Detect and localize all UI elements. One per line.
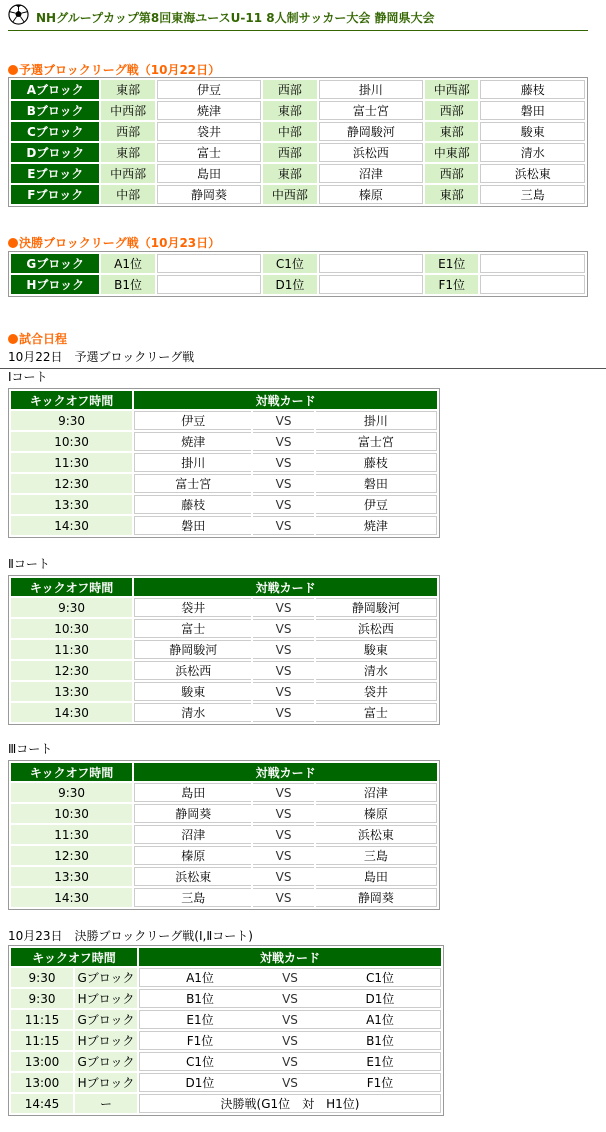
vs-label: VS [282,1055,298,1069]
kickoff-time: 12:30 [11,474,132,493]
kickoff-time: 10:30 [11,619,132,638]
block-region: F1位 [425,275,478,294]
home-team: E1位 [186,1013,214,1027]
block-region: C1位 [263,254,316,273]
match-row [11,474,437,493]
header-row [11,948,441,966]
block-region: E1位 [425,254,478,273]
vs-label: VS [253,804,314,823]
matchup-cell [139,968,441,987]
final-schedule-table [8,945,444,1116]
matchup-cell [139,1052,441,1071]
block-team [319,275,424,294]
away-team: 清水 [316,661,437,680]
court-schedule-table [8,575,440,725]
block-region: B1位 [101,275,154,294]
matchup-header: 対戦カード [134,391,437,409]
vs-label: VS [282,1076,298,1090]
block-region: 西部 [425,101,478,120]
home-team: 清水 [134,703,251,722]
kickoff-time: 9:30 [11,783,132,802]
block-name: Cブロック [11,122,99,141]
prelim-block-table [8,77,588,207]
block-name: Gブロック [75,968,137,987]
block-region: 中部 [263,122,316,141]
match-row [11,1052,441,1071]
block-team [480,254,585,273]
court-label: Ⅲコート [8,742,53,756]
block-name: Eブロック [11,164,99,183]
block-region: 中西部 [263,185,316,204]
match-row [11,846,437,865]
vs-label: VS [282,971,298,985]
block-name: Dブロック [11,143,99,162]
home-team: 袋井 [134,598,251,617]
kickoff-header: キックオフ時間 [11,763,132,781]
block-region: 東部 [101,143,154,162]
away-team: F1位 [366,1076,394,1090]
kickoff-time: 11:30 [11,825,132,844]
bullet-icon [8,65,18,75]
home-team: 榛原 [134,846,251,865]
block-team: 榛原 [319,185,424,204]
home-team: 三島 [134,888,251,907]
away-team: 静岡駿河 [316,598,437,617]
match-row [11,989,441,1008]
block-name: ー [75,1094,137,1113]
kickoff-time: 10:30 [11,804,132,823]
title-underline [8,30,588,31]
match-row [11,968,441,987]
kickoff-time: 14:45 [11,1094,73,1113]
kickoff-time: 11:30 [11,453,132,472]
block-name: Fブロック [11,185,99,204]
vs-label: VS [253,888,314,907]
home-team: 静岡駿河 [134,640,251,659]
day2-label: 10月23日 決勝ブロックリーグ戦(Ⅰ,Ⅱコート) [8,929,253,943]
block-team: 富士 [157,143,262,162]
kickoff-time: 13:30 [11,682,132,701]
away-team: 富士宮 [316,432,437,451]
match-row [11,411,437,430]
away-team: A1位 [366,1013,394,1027]
home-team: C1位 [185,1055,214,1069]
block-region: 西部 [425,164,478,183]
match-row [11,453,437,472]
match-row [11,1073,441,1092]
match-row [11,432,437,451]
kickoff-header: キックオフ時間 [11,578,132,596]
match-row [11,783,437,802]
block-name: Hブロック [75,989,137,1008]
block-team: 伊豆 [157,80,262,99]
match-row [11,661,437,680]
home-team: F1位 [186,1034,214,1048]
court-label: Ⅰコート [8,370,48,384]
kickoff-time: 12:30 [11,846,132,865]
block-name: Gブロック [11,254,99,273]
block-team: 三島 [480,185,585,204]
away-team: 静岡葵 [316,888,437,907]
block-team: 駿東 [480,122,585,141]
vs-label: VS [253,432,314,451]
home-team: 藤枝 [134,495,251,514]
home-team: 静岡葵 [134,804,251,823]
away-team: 榛原 [316,804,437,823]
block-region: 東部 [425,122,478,141]
block-row [11,101,585,120]
match-row [11,682,437,701]
away-team: B1位 [366,1034,394,1048]
block-row [11,275,585,294]
block-name: Aブロック [11,80,99,99]
away-team: 浜松西 [316,619,437,638]
vs-label: VS [253,495,314,514]
match-row [11,1010,441,1029]
block-region: 中西部 [425,80,478,99]
kickoff-time: 14:30 [11,516,132,535]
away-team: 伊豆 [316,495,437,514]
vs-label: VS [253,640,314,659]
vs-label: VS [253,411,314,430]
block-region: 東部 [263,101,316,120]
matchup-header: 対戦カード [134,763,437,781]
block-team: 浜松西 [319,143,424,162]
kickoff-time: 13:00 [11,1052,73,1071]
vs-label: VS [253,867,314,886]
block-region: 東部 [425,185,478,204]
block-row [11,185,585,204]
block-team: 島田 [157,164,262,183]
away-team: 藤枝 [316,453,437,472]
vs-label: VS [282,992,298,1006]
match-row [11,1031,441,1050]
block-row [11,164,585,183]
vs-label: VS [253,619,314,638]
match-row [11,495,437,514]
block-region: A1位 [101,254,154,273]
soccer-ball-icon [8,4,29,25]
block-team: 袋井 [157,122,262,141]
block-region: 中部 [101,185,154,204]
block-team: 静岡葵 [157,185,262,204]
home-team: A1位 [186,971,214,985]
kickoff-time: 10:30 [11,432,132,451]
section-heading-prelim: 予選ブロックリーグ戦（10月22日） [8,63,220,77]
kickoff-time: 13:00 [11,1073,73,1092]
matchup-header: 対戦カード [139,948,441,966]
header-row [11,763,437,781]
block-team: 焼津 [157,101,262,120]
match-row [11,804,437,823]
block-row [11,254,585,273]
block-team: 静岡駿河 [319,122,424,141]
away-team: 掛川 [316,411,437,430]
home-team: 焼津 [134,432,251,451]
home-team: 島田 [134,783,251,802]
vs-label: VS [253,474,314,493]
block-team [157,254,262,273]
vs-label: VS [253,661,314,680]
court-schedule-table [8,388,440,538]
kickoff-time: 9:30 [11,598,132,617]
block-team: 沼津 [319,164,424,183]
kickoff-time: 9:30 [11,411,132,430]
block-team: 藤枝 [480,80,585,99]
home-team: 掛川 [134,453,251,472]
home-team: 磐田 [134,516,251,535]
kickoff-time: 11:15 [11,1031,73,1050]
away-team: 焼津 [316,516,437,535]
block-region: 西部 [101,122,154,141]
kickoff-time: 11:30 [11,640,132,659]
block-region: 西部 [263,143,316,162]
block-name: Gブロック [75,1052,137,1071]
away-team: 島田 [316,867,437,886]
block-team: 富士宮 [319,101,424,120]
bullet-icon [8,334,18,344]
kickoff-time: 11:15 [11,1010,73,1029]
vs-label: VS [253,825,314,844]
match-row [11,867,437,886]
block-region: 東部 [263,164,316,183]
match-row [11,640,437,659]
kickoff-time: 14:30 [11,703,132,722]
page-title: NHグループカップ第8回東海ユースU-11 8人制サッカー大会 静岡県大会 [36,11,435,25]
block-row [11,122,585,141]
block-region: 中東部 [425,143,478,162]
block-name: Bブロック [11,101,99,120]
kickoff-time: 9:30 [11,968,73,987]
home-team: 富士 [134,619,251,638]
match-row [11,619,437,638]
block-team [480,275,585,294]
block-team [157,275,262,294]
block-team: 浜松東 [480,164,585,183]
kickoff-time: 13:30 [11,495,132,514]
home-team: 駿東 [134,682,251,701]
away-team: 富士 [316,703,437,722]
home-team: 伊豆 [134,411,251,430]
kickoff-time: 12:30 [11,661,132,680]
page-header [0,0,606,33]
vs-label: VS [253,703,314,722]
away-team: 磐田 [316,474,437,493]
final-match-text: 決勝戦(G1位 対 H1位) [139,1094,441,1113]
block-name: Hブロック [75,1073,137,1092]
away-team: 駿東 [316,640,437,659]
away-team: D1位 [365,992,395,1006]
block-row [11,143,585,162]
court-label: Ⅱコート [8,557,50,571]
header-row [11,578,437,596]
matchup-header: 対戦カード [134,578,437,596]
kickoff-time: 14:30 [11,888,132,907]
home-team: B1位 [186,992,214,1006]
block-team: 清水 [480,143,585,162]
home-team: 富士宮 [134,474,251,493]
block-region: 中西部 [101,101,154,120]
block-team [319,254,424,273]
vs-label: VS [253,682,314,701]
match-row [11,516,437,535]
away-team: C1位 [365,971,394,985]
kickoff-header: キックオフ時間 [11,948,137,966]
away-team: 浜松東 [316,825,437,844]
final-block-table [8,251,588,297]
block-team: 磐田 [480,101,585,120]
block-region: 東部 [101,80,154,99]
match-row [11,703,437,722]
kickoff-time: 9:30 [11,989,73,1008]
block-name: Hブロック [11,275,99,294]
block-region: 中西部 [101,164,154,183]
away-team: 沼津 [316,783,437,802]
block-name: Gブロック [75,1010,137,1029]
vs-label: VS [253,516,314,535]
vs-label: VS [282,1034,298,1048]
away-team: 三島 [316,846,437,865]
block-region: D1位 [263,275,316,294]
matchup-cell [139,1031,441,1050]
vs-label: VS [253,598,314,617]
home-team: 浜松西 [134,661,251,680]
matchup-cell [139,1073,441,1092]
final-match-row [11,1094,441,1113]
header-row [11,391,437,409]
section-heading-final: 決勝ブロックリーグ戦（10月23日） [8,236,220,250]
block-team: 掛川 [319,80,424,99]
kickoff-header: キックオフ時間 [11,391,132,409]
match-row [11,825,437,844]
kickoff-time: 13:30 [11,867,132,886]
section-heading-schedule: 試合日程 [8,332,67,346]
court-schedule-table [8,760,440,910]
vs-label: VS [253,783,314,802]
matchup-cell [139,989,441,1008]
home-team: 沼津 [134,825,251,844]
away-team: 袋井 [316,682,437,701]
match-row [11,888,437,907]
day1-label: 10月22日 予選ブロックリーグ戦 [8,350,195,364]
bullet-icon [8,238,18,248]
divider-line [0,368,606,369]
home-team: 浜松東 [134,867,251,886]
match-row [11,598,437,617]
block-row [11,80,585,99]
block-name: Hブロック [75,1031,137,1050]
matchup-cell [139,1010,441,1029]
away-team: E1位 [366,1055,394,1069]
block-region: 西部 [263,80,316,99]
vs-label: VS [282,1013,298,1027]
vs-label: VS [253,846,314,865]
home-team: D1位 [185,1076,215,1090]
vs-label: VS [253,453,314,472]
